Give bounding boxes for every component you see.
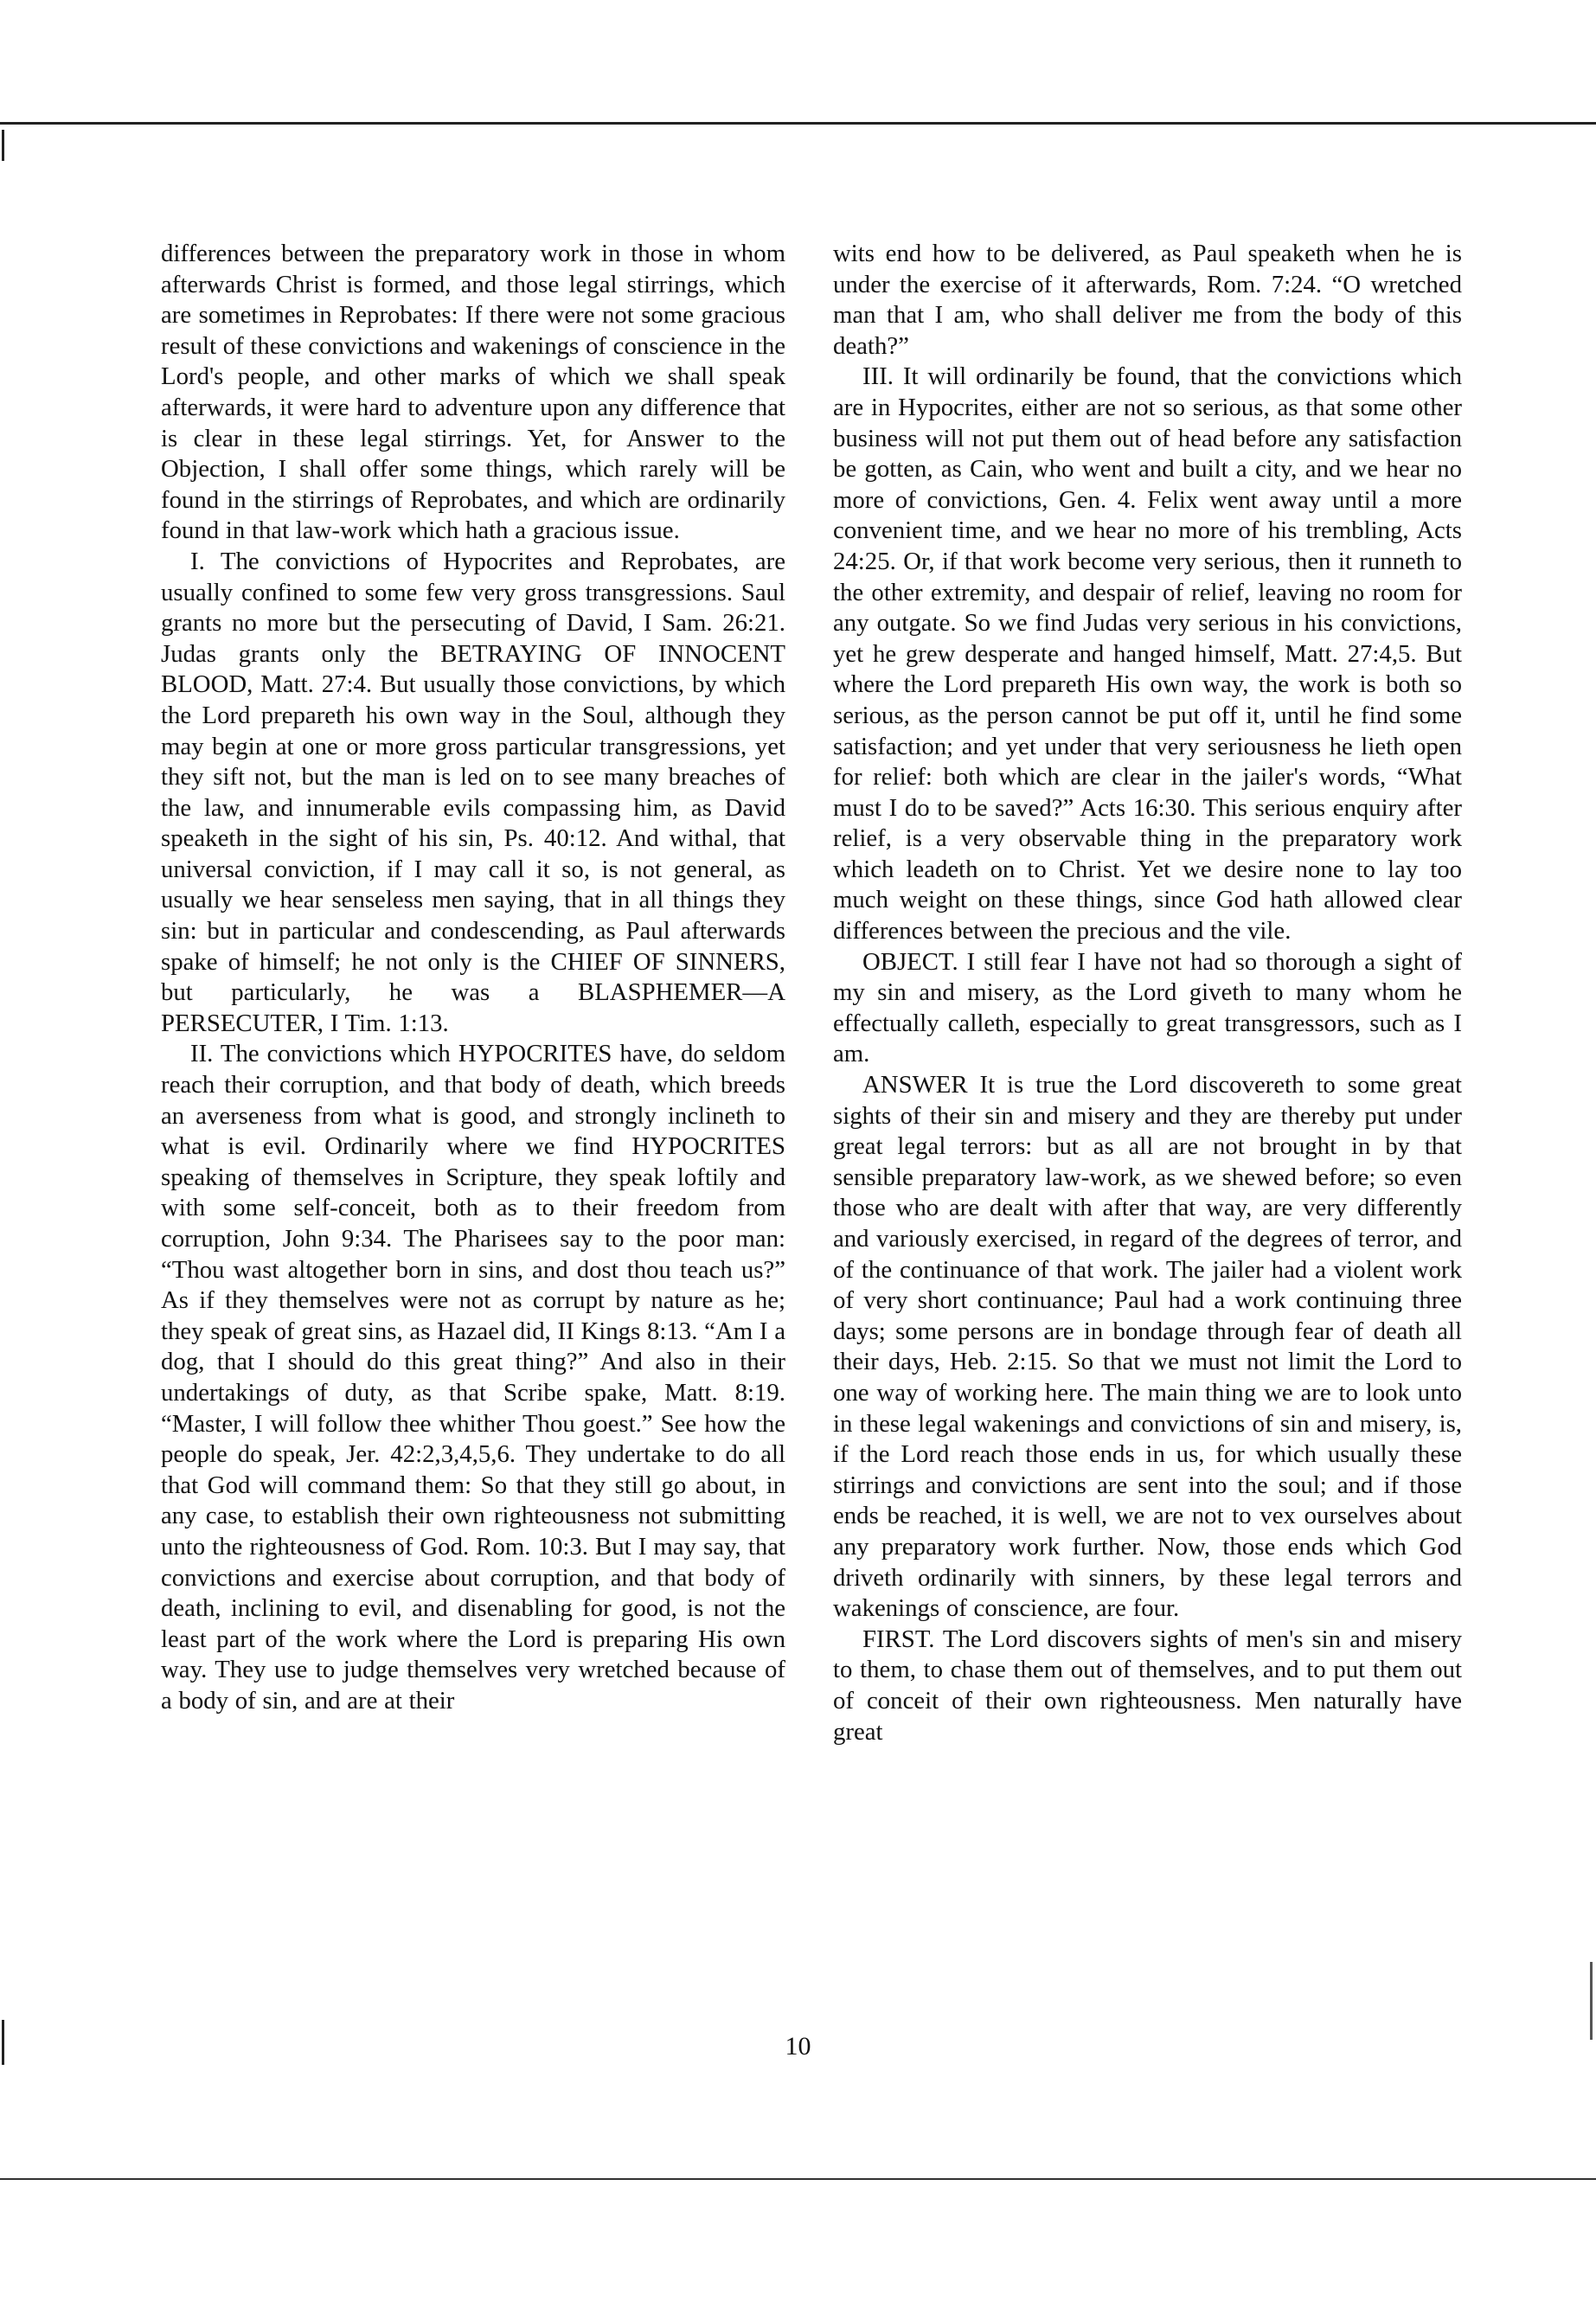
- scan-edge-mark: [2, 130, 4, 161]
- bottom-border-rule: [0, 2178, 1596, 2180]
- paragraph: II. The convictions which HYPOCRITES have, do seldom reach their corruption, and that body of death, which breeds an averseness from what is good, and strongly inclineth to what is evil. Ordinarily where we find HYPOCRITES speaking of themselves in Scripture, they speak loftily and with some self-conceit, both as to their freedom from corruption, John 9:34. The Pharisees say to the poor man: “Thou wast altogether born in sins, and dost thou teach us?” As if they themselves were not as corrupt by nature as he; they speak of great sins, as Hazael did, II Kings 8:13. “Am I a dog, that I should do this great thing?” And also in their undertakings of duty, as that Scribe spake, Matt. 8:19. “Master, I will follow thee whither Thou goest.” See how the people do speak, Jer. 42:2,3,4,5,6. They undertake to do all that God will command them: So that they still go about, in any case, to establish their own righteousness not submitting unto the righteousness of God. Rom. 10:3. But I may say, that convictions and exercise about corruption, and that body of death, inclining to evil, and disenabling for good, is not the least part of the work where the Lord is preparing His own way. They use to judge themselves very wretched because of a body of sin, and are at their: [161, 1040, 785, 1715]
- page-number: 10: [785, 2032, 811, 2061]
- right-text-column: [833, 239, 1462, 1747]
- paragraph: OBJECT. I still fear I have not had so thorough a sight of my sin and misery, as the Lord giveth to many whom he effectually calleth, especially to great transgressors, such as I am.: [833, 947, 1462, 1068]
- paragraph: I. The convictions of Hypocrites and Reprobates, are usually confined to some few very gross transgressions. Saul grants no more but the persecuting of David, I Sam. 26:21. Judas grants only the BETRAYING OF INNOCENT BLOOD, Matt. 27:4. But usually those convictions, by which the Lord prepareth his own way in the Soul, although they may begin at one or more gross particular transgressions, yet they sift not, but the man is led on to see many breaches of the law, and innumerable evils compassing him, as David speaketh in the sight of his sin, Ps. 40:12. And withal, that universal conviction, if I may call it so, is not general, as usually we hear senseless men saying, that in all things they sin: but in particular and condescending, as Paul afterwards spake of himself; he not only is the CHIEF OF SINNERS, but particularly, he was a BLASPHEMER—A PERSECUTER, I Tim. 1:13.: [161, 547, 785, 1037]
- left-text-column: [161, 239, 785, 1717]
- scan-edge-mark: [1590, 1962, 1593, 2040]
- paragraph: differences between the preparatory work in those in whom afterwards Christ is formed, and those legal stirrings, which are sometimes in Reprobates: If there were not some gracious result of these convictions and wakenings of conscience in the Lord's people, and other marks of which we shall speak afterwards, it were hard to adventure upon any difference that is clear in these legal stirrings. Yet, for Answer to the Objection, I shall offer some things, which rarely will be found in the stirrings of Reprobates, and which are ordinarily found in that law-work which hath a gracious issue.: [161, 240, 785, 545]
- paragraph: FIRST. The Lord discovers sights of men's sin and misery to them, to chase them out of themselves, and to put them out of conceit of their own righteousness. Men naturally have great: [833, 1625, 1462, 1746]
- paragraph: III. It will ordinarily be found, that the convictions which are in Hypocrites, either are not so serious, as that some other business will not put them out of head before any satisfaction be gotten, as Cain, who went and built a city, and we hear no more of convictions, Gen. 4. Felix went away until a more convenient time, and we hear no more of his trembling, Acts 24:25. Or, if that work become very serious, then it runneth to the other extremity, and despair of relief, leaving no room for any outgate. So we find Judas very serious in his convictions, yet he grew desperate and hanged himself, Matt. 27:4,5. But where the Lord prepareth His own way, the work is both so serious, as the person cannot be put off it, until he find some satisfaction; and yet under that very seriousness he lieth open for relief: both which are clear in the jailer's words, “What must I do to be saved?” Acts 16:30. This serious enquiry after relief, is a very observable thing in the preparatory work which leadeth on to Christ. Yet we desire none to lay too much weight on these things, since God hath allowed clear differences between the precious and the vile.: [833, 362, 1462, 945]
- top-border-rule: [0, 122, 1596, 125]
- paragraph: ANSWER It is true the Lord discovereth to some great sights of their sin and misery and they are thereby put under great legal terrors: but as all are not brought in by that sensible preparatory law-work, as we shewed before; so even those who are dealt with after that way, are very differently and variously exercised, in regard of the degrees of terror, and of the continuance of that work. The jailer had a violent work of very short continuance; Paul had a work continuing three days; some persons are in bondage through fear of death all their days, Heb. 2:15. So that we must not limit the Lord to one way of working here. The main thing we are to look unto in these legal wakenings and convictions of sin and misery, is, if the Lord reach those ends in us, for which usually these stirrings and convictions are sent into the soul; and if those ends be reached, it is well, we are not to vex ourselves about any preparatory work further. Now, those ends which God driveth ordinarily with sinners, by these legal terrors and wakenings of conscience, are four.: [833, 1071, 1462, 1623]
- paragraph: wits end how to be delivered, as Paul speaketh when he is under the exercise of it afterwards, Rom. 7:24. “O wretched man that I am, who shall deliver me from the body of this death?”: [833, 240, 1462, 360]
